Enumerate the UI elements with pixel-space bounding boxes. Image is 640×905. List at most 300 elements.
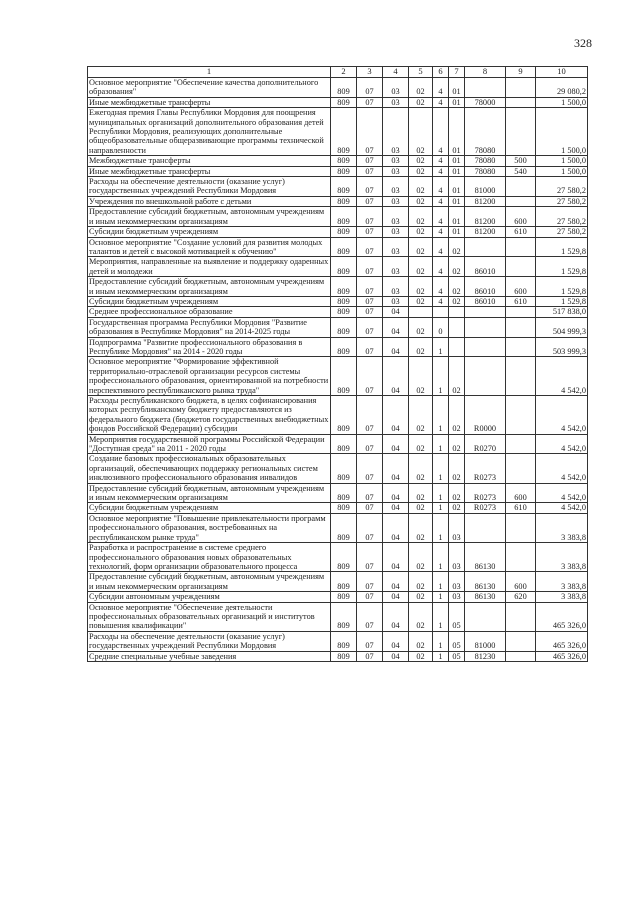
expense-direction-code-cell: 86010 — [465, 277, 506, 297]
chapter-code-cell: 809 — [331, 543, 357, 572]
expense-direction-code-cell: 86130 — [465, 572, 506, 592]
row-name-cell: Государственная программа Республики Мордовия "Развитие образования в Республике Мордовия" на 2014-2025 годы — [88, 317, 331, 337]
section-code-cell: 07 — [357, 156, 383, 166]
section-code-cell: 07 — [357, 337, 383, 357]
expense-type-code-cell: 500 — [506, 156, 536, 166]
program-code-cell: 02 — [409, 296, 433, 306]
section-code-cell: 07 — [357, 602, 383, 631]
chapter-code-cell: 809 — [331, 396, 357, 435]
column-header: 7 — [449, 67, 465, 78]
expense-type-code-cell — [506, 317, 536, 337]
chapter-code-cell: 809 — [331, 434, 357, 454]
expense-type-code-cell — [506, 257, 536, 277]
expense-type-code-cell: 620 — [506, 592, 536, 602]
section-code-cell: 07 — [357, 454, 383, 483]
subsection-code-cell: 03 — [383, 78, 409, 98]
row-name-cell: Предоставление субсидий бюджетным, автономным учреждениям и иным некоммерческим организациям — [88, 277, 331, 297]
subsection-code-cell: 03 — [383, 257, 409, 277]
program-code-cell: 02 — [409, 166, 433, 176]
subsection-code-cell: 04 — [383, 337, 409, 357]
subsection-code-cell: 03 — [383, 97, 409, 107]
table-row — [88, 78, 588, 98]
row-name-cell: Основное мероприятие "Обеспечение качества дополнительного образования" — [88, 78, 331, 98]
amount-cell: 3 383,8 — [536, 592, 588, 602]
amount-cell: 465 326,0 — [536, 602, 588, 631]
section-code-cell: 07 — [357, 97, 383, 107]
expense-type-code-cell: 540 — [506, 166, 536, 176]
activity-code-cell: 03 — [449, 572, 465, 592]
table-row — [88, 307, 588, 317]
chapter-code-cell: 809 — [331, 177, 357, 197]
subsection-code-cell: 04 — [383, 572, 409, 592]
section-code-cell: 07 — [357, 296, 383, 306]
subsection-code-cell: 04 — [383, 602, 409, 631]
activity-code-cell: 03 — [449, 592, 465, 602]
activity-code-cell — [449, 317, 465, 337]
subprogram-code-cell: 4 — [433, 227, 449, 237]
chapter-code-cell: 809 — [331, 307, 357, 317]
amount-cell: 27 580,2 — [536, 227, 588, 237]
activity-code-cell: 01 — [449, 78, 465, 98]
expense-type-code-cell — [506, 602, 536, 631]
subprogram-code-cell: 1 — [433, 434, 449, 454]
amount-cell: 517 838,0 — [536, 307, 588, 317]
row-name-cell: Расходы на обеспечение деятельности (оказание услуг) государственных учреждений Республики Мордовия — [88, 177, 331, 197]
section-code-cell: 07 — [357, 483, 383, 503]
chapter-code-cell: 809 — [331, 317, 357, 337]
subsection-code-cell: 03 — [383, 108, 409, 156]
expense-direction-code-cell: R0270 — [465, 434, 506, 454]
subprogram-code-cell: 1 — [433, 503, 449, 513]
column-header: 5 — [409, 67, 433, 78]
section-code-cell: 07 — [357, 317, 383, 337]
activity-code-cell: 03 — [449, 513, 465, 542]
subprogram-code-cell: 1 — [433, 454, 449, 483]
subprogram-code-cell: 1 — [433, 543, 449, 572]
subsection-code-cell: 04 — [383, 503, 409, 513]
program-code-cell: 02 — [409, 357, 433, 396]
row-name-cell: Иные межбюджетные трансферты — [88, 166, 331, 176]
row-name-cell: Субсидии бюджетным учреждениям — [88, 503, 331, 513]
column-header: 9 — [506, 67, 536, 78]
amount-cell: 27 580,2 — [536, 196, 588, 206]
expense-type-code-cell — [506, 396, 536, 435]
row-name-cell: Мероприятия, направленные на выявление и поддержку одаренных детей и молодежи — [88, 257, 331, 277]
table-row — [88, 156, 588, 166]
subsection-code-cell: 04 — [383, 592, 409, 602]
row-name-cell: Учреждения по внешкольной работе с детьми — [88, 196, 331, 206]
activity-code-cell: 01 — [449, 196, 465, 206]
table-row — [88, 483, 588, 503]
amount-cell: 3 383,8 — [536, 543, 588, 572]
program-code-cell: 02 — [409, 503, 433, 513]
section-code-cell: 07 — [357, 651, 383, 661]
expense-direction-code-cell — [465, 78, 506, 98]
section-code-cell: 07 — [357, 277, 383, 297]
page-number: 328 — [574, 36, 592, 50]
table-row — [88, 631, 588, 651]
program-code-cell: 02 — [409, 207, 433, 227]
subsection-code-cell: 04 — [383, 631, 409, 651]
row-name-cell: Создание базовых профессиональных образовательных организаций, обеспечивающих поддержку региональных систем инклюзивного профессионального образования инвалидов — [88, 454, 331, 483]
expense-direction-code-cell: R0273 — [465, 454, 506, 483]
row-name-cell: Субсидии автономным учреждениям — [88, 592, 331, 602]
amount-cell: 27 580,2 — [536, 177, 588, 197]
subprogram-code-cell: 4 — [433, 257, 449, 277]
subsection-code-cell: 03 — [383, 177, 409, 197]
expense-type-code-cell — [506, 651, 536, 661]
activity-code-cell: 01 — [449, 207, 465, 227]
expense-direction-code-cell: 81200 — [465, 196, 506, 206]
column-header: 8 — [465, 67, 506, 78]
subsection-code-cell: 04 — [383, 483, 409, 503]
table-row — [88, 592, 588, 602]
amount-cell: 1 500,0 — [536, 97, 588, 107]
expense-direction-code-cell: 81200 — [465, 207, 506, 227]
expense-direction-code-cell — [465, 602, 506, 631]
chapter-code-cell: 809 — [331, 296, 357, 306]
subprogram-code-cell: 4 — [433, 177, 449, 197]
expense-type-code-cell — [506, 108, 536, 156]
column-header: 6 — [433, 67, 449, 78]
program-code-cell: 02 — [409, 651, 433, 661]
table-row — [88, 207, 588, 227]
section-code-cell: 07 — [357, 177, 383, 197]
table-row — [88, 257, 588, 277]
subprogram-code-cell: 4 — [433, 78, 449, 98]
expense-type-code-cell: 600 — [506, 572, 536, 592]
row-name-cell: Иные межбюджетные трансферты — [88, 97, 331, 107]
program-code-cell: 02 — [409, 317, 433, 337]
chapter-code-cell: 809 — [331, 108, 357, 156]
subsection-code-cell: 03 — [383, 166, 409, 176]
row-name-cell: Среднее профессиональное образование — [88, 307, 331, 317]
table-header-row — [88, 67, 588, 78]
program-code-cell: 02 — [409, 78, 433, 98]
expense-type-code-cell: 610 — [506, 503, 536, 513]
table-row — [88, 602, 588, 631]
section-code-cell: 07 — [357, 257, 383, 277]
subprogram-code-cell: 1 — [433, 602, 449, 631]
table-row — [88, 108, 588, 156]
expense-type-code-cell — [506, 97, 536, 107]
expense-type-code-cell — [506, 454, 536, 483]
chapter-code-cell: 809 — [331, 572, 357, 592]
table-row — [88, 357, 588, 396]
subsection-code-cell: 03 — [383, 237, 409, 257]
subprogram-code-cell: 1 — [433, 572, 449, 592]
row-name-cell: Подпрограмма "Развитие профессионального образования в Республике Мордовия" на 2014 - 2020 годы — [88, 337, 331, 357]
program-code-cell: 02 — [409, 434, 433, 454]
chapter-code-cell: 809 — [331, 651, 357, 661]
program-code-cell: 02 — [409, 177, 433, 197]
row-name-cell: Ежегодная премия Главы Республики Мордовия для поощрения муниципальных организаций дополнительного образования детей Республики Мордовия, реализующих дополнительные общеобразовательные общеразвивающие программы технической направленности — [88, 108, 331, 156]
subsection-code-cell: 04 — [383, 307, 409, 317]
program-code-cell: 02 — [409, 337, 433, 357]
program-code-cell: 02 — [409, 592, 433, 602]
subprogram-code-cell: 4 — [433, 277, 449, 297]
amount-cell: 4 542,0 — [536, 483, 588, 503]
subsection-code-cell: 04 — [383, 651, 409, 661]
subprogram-code-cell: 1 — [433, 631, 449, 651]
table-row — [88, 454, 588, 483]
program-code-cell: 02 — [409, 227, 433, 237]
subprogram-code-cell: 1 — [433, 483, 449, 503]
section-code-cell: 07 — [357, 592, 383, 602]
amount-cell: 4 542,0 — [536, 503, 588, 513]
activity-code-cell: 01 — [449, 177, 465, 197]
expense-direction-code-cell: 81200 — [465, 227, 506, 237]
amount-cell: 465 326,0 — [536, 631, 588, 651]
activity-code-cell: 05 — [449, 651, 465, 661]
expense-type-code-cell — [506, 78, 536, 98]
program-code-cell: 02 — [409, 277, 433, 297]
amount-cell: 1 529,8 — [536, 277, 588, 297]
amount-cell: 1 500,0 — [536, 166, 588, 176]
table-row — [88, 277, 588, 297]
table-row — [88, 513, 588, 542]
activity-code-cell: 05 — [449, 631, 465, 651]
chapter-code-cell: 809 — [331, 277, 357, 297]
column-header: 1 — [88, 67, 331, 78]
table-row — [88, 166, 588, 176]
activity-code-cell — [449, 337, 465, 357]
expense-direction-code-cell — [465, 357, 506, 396]
row-name-cell: Разработка и распространение в системе среднего профессионального образования новых образовательных технологий, форм организации образовательного процесса — [88, 543, 331, 572]
row-name-cell: Средние специальные учебные заведения — [88, 651, 331, 661]
chapter-code-cell: 809 — [331, 592, 357, 602]
subsection-code-cell: 04 — [383, 396, 409, 435]
amount-cell: 1 529,8 — [536, 296, 588, 306]
expense-direction-code-cell: R0273 — [465, 483, 506, 503]
row-name-cell: Основное мероприятие "Повышение привлекательности программ профессионального образования, востребованных на республиканском рынке труда" — [88, 513, 331, 542]
chapter-code-cell: 809 — [331, 337, 357, 357]
subsection-code-cell: 03 — [383, 207, 409, 227]
chapter-code-cell: 809 — [331, 156, 357, 166]
subprogram-code-cell: 1 — [433, 592, 449, 602]
program-code-cell: 02 — [409, 196, 433, 206]
subsection-code-cell: 03 — [383, 277, 409, 297]
program-code-cell: 02 — [409, 257, 433, 277]
row-name-cell: Мероприятия государственной программы Российской Федерации "Доступная среда" на 2011 - 2020 годы — [88, 434, 331, 454]
expense-type-code-cell: 600 — [506, 483, 536, 503]
subsection-code-cell: 04 — [383, 543, 409, 572]
subprogram-code-cell: 4 — [433, 156, 449, 166]
table-row — [88, 503, 588, 513]
activity-code-cell: 02 — [449, 454, 465, 483]
table-row — [88, 196, 588, 206]
expense-type-code-cell: 600 — [506, 207, 536, 227]
subprogram-code-cell: 1 — [433, 337, 449, 357]
activity-code-cell: 05 — [449, 602, 465, 631]
program-code-cell: 02 — [409, 631, 433, 651]
subprogram-code-cell — [433, 307, 449, 317]
subsection-code-cell: 03 — [383, 227, 409, 237]
activity-code-cell: 02 — [449, 277, 465, 297]
amount-cell: 3 383,8 — [536, 572, 588, 592]
subprogram-code-cell: 4 — [433, 196, 449, 206]
expense-type-code-cell — [506, 631, 536, 651]
subsection-code-cell: 04 — [383, 434, 409, 454]
expense-type-code-cell — [506, 357, 536, 396]
amount-cell: 4 542,0 — [536, 396, 588, 435]
expense-type-code-cell — [506, 337, 536, 357]
subprogram-code-cell: 1 — [433, 651, 449, 661]
row-name-cell: Субсидии бюджетным учреждениям — [88, 296, 331, 306]
table-row — [88, 434, 588, 454]
expense-direction-code-cell — [465, 237, 506, 257]
expense-direction-code-cell — [465, 513, 506, 542]
row-name-cell: Предоставление субсидий бюджетным, автономным учреждениям и иным некоммерческим организациям — [88, 207, 331, 227]
amount-cell: 465 326,0 — [536, 651, 588, 661]
column-header: 3 — [357, 67, 383, 78]
expense-direction-code-cell: 81230 — [465, 651, 506, 661]
row-name-cell: Расходы на обеспечение деятельности (оказание услуг) государственных учреждений Республики Мордовия — [88, 631, 331, 651]
section-code-cell: 07 — [357, 237, 383, 257]
table-row — [88, 237, 588, 257]
program-code-cell: 02 — [409, 572, 433, 592]
section-code-cell: 07 — [357, 572, 383, 592]
section-code-cell: 07 — [357, 503, 383, 513]
subsection-code-cell: 03 — [383, 296, 409, 306]
subprogram-code-cell: 0 — [433, 317, 449, 337]
subprogram-code-cell: 1 — [433, 396, 449, 435]
expense-direction-code-cell: 86130 — [465, 592, 506, 602]
expense-direction-code-cell: 86130 — [465, 543, 506, 572]
activity-code-cell: 02 — [449, 434, 465, 454]
section-code-cell: 07 — [357, 543, 383, 572]
table-row — [88, 572, 588, 592]
row-name-cell: Субсидии бюджетным учреждениям — [88, 227, 331, 237]
table-row — [88, 396, 588, 435]
section-code-cell: 07 — [357, 307, 383, 317]
section-code-cell: 07 — [357, 357, 383, 396]
row-name-cell: Предоставление субсидий бюджетным, автономным учреждениям и иным некоммерческим организациям — [88, 572, 331, 592]
column-header: 10 — [536, 67, 588, 78]
subprogram-code-cell: 4 — [433, 97, 449, 107]
chapter-code-cell: 809 — [331, 257, 357, 277]
table-row — [88, 337, 588, 357]
subsection-code-cell: 04 — [383, 357, 409, 396]
row-name-cell: Основное мероприятие "Формирование эффективной территориально-отраслевой организации ресурсов системы профессионального образования, ориентированной на потребности перспективного республиканского рынка труда" — [88, 357, 331, 396]
expense-type-code-cell: 610 — [506, 227, 536, 237]
amount-cell: 4 542,0 — [536, 357, 588, 396]
amount-cell: 4 542,0 — [536, 454, 588, 483]
row-name-cell: Расходы республиканского бюджета, в целях софинансирования которых республиканскому бюджету предоставляются из федерального бюджета (бюджетов государственных внебюджетных фондов Российской Федерации) субсидии — [88, 396, 331, 435]
activity-code-cell: 03 — [449, 543, 465, 572]
amount-cell: 29 080,2 — [536, 78, 588, 98]
row-name-cell: Предоставление субсидий бюджетным, автономным учреждениям и иным некоммерческим организациям — [88, 483, 331, 503]
expense-direction-code-cell: 78080 — [465, 108, 506, 156]
expense-direction-code-cell: 78080 — [465, 166, 506, 176]
chapter-code-cell: 809 — [331, 454, 357, 483]
activity-code-cell: 02 — [449, 503, 465, 513]
amount-cell: 3 383,8 — [536, 513, 588, 542]
activity-code-cell — [449, 307, 465, 317]
activity-code-cell: 01 — [449, 97, 465, 107]
expense-direction-code-cell — [465, 317, 506, 337]
chapter-code-cell: 809 — [331, 503, 357, 513]
program-code-cell: 02 — [409, 454, 433, 483]
column-header: 4 — [383, 67, 409, 78]
activity-code-cell: 01 — [449, 156, 465, 166]
activity-code-cell: 02 — [449, 483, 465, 503]
expense-type-code-cell — [506, 513, 536, 542]
expense-direction-code-cell — [465, 337, 506, 357]
expense-type-code-cell — [506, 434, 536, 454]
subprogram-code-cell: 4 — [433, 296, 449, 306]
chapter-code-cell: 809 — [331, 78, 357, 98]
expense-type-code-cell — [506, 237, 536, 257]
chapter-code-cell: 809 — [331, 237, 357, 257]
activity-code-cell: 02 — [449, 396, 465, 435]
expense-type-code-cell: 610 — [506, 296, 536, 306]
table-row — [88, 177, 588, 197]
subsection-code-cell: 03 — [383, 196, 409, 206]
table-row — [88, 97, 588, 107]
activity-code-cell: 02 — [449, 296, 465, 306]
table-row — [88, 296, 588, 306]
expense-direction-code-cell: 86010 — [465, 296, 506, 306]
activity-code-cell: 01 — [449, 227, 465, 237]
subsection-code-cell: 04 — [383, 513, 409, 542]
expense-direction-code-cell — [465, 307, 506, 317]
subprogram-code-cell: 4 — [433, 207, 449, 227]
section-code-cell: 07 — [357, 108, 383, 156]
program-code-cell: 02 — [409, 108, 433, 156]
activity-code-cell: 02 — [449, 257, 465, 277]
chapter-code-cell: 809 — [331, 207, 357, 227]
chapter-code-cell: 809 — [331, 196, 357, 206]
subprogram-code-cell: 1 — [433, 357, 449, 396]
section-code-cell: 07 — [357, 207, 383, 227]
section-code-cell: 07 — [357, 78, 383, 98]
table-row — [88, 227, 588, 237]
activity-code-cell: 02 — [449, 237, 465, 257]
subprogram-code-cell: 4 — [433, 166, 449, 176]
program-code-cell: 02 — [409, 396, 433, 435]
program-code-cell: 02 — [409, 97, 433, 107]
section-code-cell: 07 — [357, 196, 383, 206]
chapter-code-cell: 809 — [331, 97, 357, 107]
chapter-code-cell: 809 — [331, 513, 357, 542]
expense-type-code-cell — [506, 177, 536, 197]
amount-cell: 504 999,3 — [536, 317, 588, 337]
amount-cell: 1 529,8 — [536, 237, 588, 257]
amount-cell: 4 542,0 — [536, 434, 588, 454]
subsection-code-cell: 03 — [383, 156, 409, 166]
expense-type-code-cell — [506, 307, 536, 317]
expense-direction-code-cell: 78000 — [465, 97, 506, 107]
chapter-code-cell: 809 — [331, 166, 357, 176]
table-row — [88, 317, 588, 337]
chapter-code-cell: 809 — [331, 602, 357, 631]
section-code-cell: 07 — [357, 513, 383, 542]
chapter-code-cell: 809 — [331, 631, 357, 651]
chapter-code-cell: 809 — [331, 483, 357, 503]
expense-type-code-cell — [506, 196, 536, 206]
chapter-code-cell: 809 — [331, 227, 357, 237]
program-code-cell: 02 — [409, 602, 433, 631]
chapter-code-cell: 809 — [331, 357, 357, 396]
expense-direction-code-cell: 78080 — [465, 156, 506, 166]
subprogram-code-cell: 4 — [433, 108, 449, 156]
section-code-cell: 07 — [357, 631, 383, 651]
expense-direction-code-cell: R0000 — [465, 396, 506, 435]
section-code-cell: 07 — [357, 166, 383, 176]
expense-type-code-cell: 600 — [506, 277, 536, 297]
expense-direction-code-cell: 81000 — [465, 631, 506, 651]
